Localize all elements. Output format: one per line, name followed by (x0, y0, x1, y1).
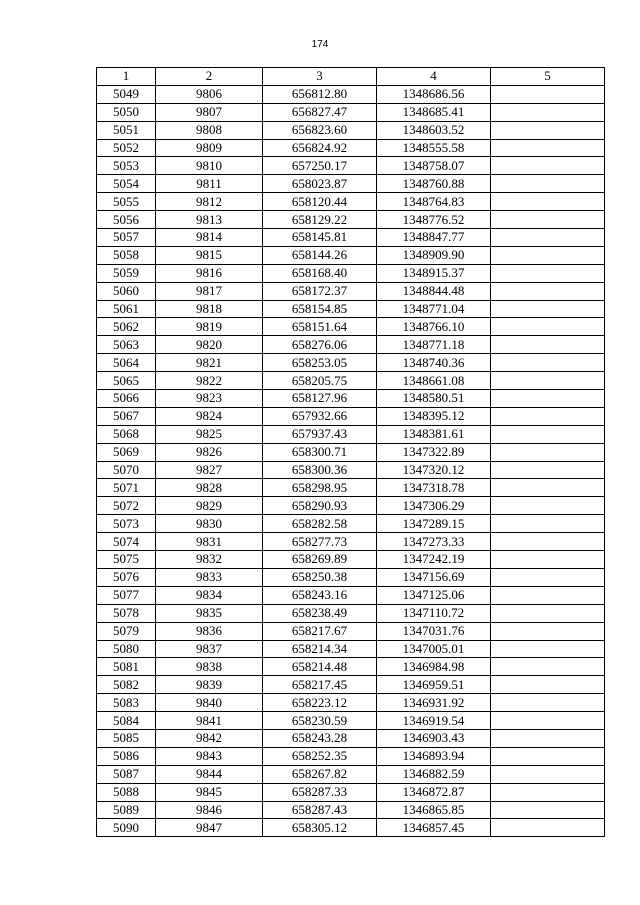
x-coordinate-cell: 658023.87 (263, 175, 377, 193)
table-row (97, 103, 605, 121)
y-coordinate-cell: 1348555.58 (377, 139, 491, 157)
row-index-cell: 5050 (97, 103, 156, 121)
row-index-cell: 5078 (97, 604, 156, 622)
table-row (97, 372, 605, 390)
point-number-cell: 9833 (156, 568, 263, 586)
x-coordinate-cell: 658305.12 (263, 819, 377, 837)
x-coordinate-cell: 658243.16 (263, 586, 377, 604)
point-number-cell: 9806 (156, 85, 263, 103)
y-coordinate-cell: 1347031.76 (377, 622, 491, 640)
note-cell (491, 85, 605, 103)
point-number-cell: 9823 (156, 390, 263, 408)
note-cell (491, 461, 605, 479)
row-index-cell: 5061 (97, 300, 156, 318)
x-coordinate-cell: 658205.75 (263, 372, 377, 390)
row-index-cell: 5059 (97, 264, 156, 282)
table-row (97, 712, 605, 730)
table-row (97, 479, 605, 497)
point-number-cell: 9826 (156, 443, 263, 461)
table-row (97, 568, 605, 586)
point-number-cell: 9837 (156, 640, 263, 658)
y-coordinate-cell: 1346872.87 (377, 783, 491, 801)
x-coordinate-cell: 658252.35 (263, 747, 377, 765)
point-number-cell: 9813 (156, 211, 263, 229)
y-coordinate-cell: 1347110.72 (377, 604, 491, 622)
row-index-cell: 5066 (97, 390, 156, 408)
table-row (97, 211, 605, 229)
x-coordinate-cell: 658300.36 (263, 461, 377, 479)
y-coordinate-cell: 1348909.90 (377, 246, 491, 264)
note-cell (491, 783, 605, 801)
note-cell (491, 264, 605, 282)
row-index-cell: 5072 (97, 497, 156, 515)
table-row (97, 497, 605, 515)
x-coordinate-cell: 658250.38 (263, 568, 377, 586)
x-coordinate-cell: 658151.64 (263, 318, 377, 336)
y-coordinate-cell: 1348395.12 (377, 407, 491, 425)
x-coordinate-cell: 658217.45 (263, 676, 377, 694)
note-cell (491, 443, 605, 461)
y-coordinate-cell: 1347306.29 (377, 497, 491, 515)
row-index-cell: 5081 (97, 658, 156, 676)
point-number-cell: 9817 (156, 282, 263, 300)
table-row (97, 622, 605, 640)
x-coordinate-cell: 656824.92 (263, 139, 377, 157)
y-coordinate-cell: 1348580.51 (377, 390, 491, 408)
note-cell (491, 390, 605, 408)
note-cell (491, 819, 605, 837)
point-number-cell: 9814 (156, 229, 263, 247)
y-coordinate-cell: 1346984.98 (377, 658, 491, 676)
y-coordinate-cell: 1346893.94 (377, 747, 491, 765)
point-number-cell: 9843 (156, 747, 263, 765)
x-coordinate-cell: 657250.17 (263, 157, 377, 175)
table-row (97, 729, 605, 747)
row-index-cell: 5077 (97, 586, 156, 604)
table-row (97, 586, 605, 604)
point-number-cell: 9827 (156, 461, 263, 479)
note-cell (491, 622, 605, 640)
note-cell (491, 801, 605, 819)
y-coordinate-cell: 1348603.52 (377, 121, 491, 139)
y-coordinate-cell: 1347156.69 (377, 568, 491, 586)
x-coordinate-cell: 658154.85 (263, 300, 377, 318)
row-index-cell: 5060 (97, 282, 156, 300)
table-row (97, 157, 605, 175)
row-index-cell: 5070 (97, 461, 156, 479)
note-cell (491, 515, 605, 533)
row-index-cell: 5084 (97, 712, 156, 730)
y-coordinate-cell: 1348915.37 (377, 264, 491, 282)
note-cell (491, 729, 605, 747)
table-row (97, 551, 605, 569)
column-header: 2 (156, 68, 263, 86)
x-coordinate-cell: 658277.73 (263, 533, 377, 551)
row-index-cell: 5079 (97, 622, 156, 640)
table-row (97, 175, 605, 193)
row-index-cell: 5088 (97, 783, 156, 801)
y-coordinate-cell: 1346857.45 (377, 819, 491, 837)
row-index-cell: 5085 (97, 729, 156, 747)
y-coordinate-cell: 1348771.04 (377, 300, 491, 318)
row-index-cell: 5086 (97, 747, 156, 765)
page-number: 174 (311, 39, 329, 50)
table-row (97, 461, 605, 479)
table-row (97, 282, 605, 300)
note-cell (491, 175, 605, 193)
note-cell (491, 497, 605, 515)
x-coordinate-cell: 658230.59 (263, 712, 377, 730)
table-row (97, 765, 605, 783)
row-index-cell: 5087 (97, 765, 156, 783)
table-row (97, 336, 605, 354)
column-header: 4 (377, 68, 491, 86)
row-index-cell: 5056 (97, 211, 156, 229)
note-cell (491, 193, 605, 211)
table-row (97, 801, 605, 819)
table-row (97, 246, 605, 264)
y-coordinate-cell: 1347273.33 (377, 533, 491, 551)
y-coordinate-cell: 1348740.36 (377, 354, 491, 372)
note-cell (491, 336, 605, 354)
x-coordinate-cell: 658144.26 (263, 246, 377, 264)
note-cell (491, 479, 605, 497)
row-index-cell: 5089 (97, 801, 156, 819)
y-coordinate-cell: 1348844.48 (377, 282, 491, 300)
row-index-cell: 5082 (97, 676, 156, 694)
x-coordinate-cell: 657932.66 (263, 407, 377, 425)
point-number-cell: 9846 (156, 801, 263, 819)
point-number-cell: 9809 (156, 139, 263, 157)
y-coordinate-cell: 1347005.01 (377, 640, 491, 658)
y-coordinate-cell: 1347318.78 (377, 479, 491, 497)
x-coordinate-cell: 658214.48 (263, 658, 377, 676)
y-coordinate-cell: 1348686.56 (377, 85, 491, 103)
table-row (97, 193, 605, 211)
note-cell (491, 103, 605, 121)
note-cell (491, 712, 605, 730)
row-index-cell: 5083 (97, 694, 156, 712)
note-cell (491, 694, 605, 712)
point-number-cell: 9829 (156, 497, 263, 515)
table-row (97, 354, 605, 372)
row-index-cell: 5049 (97, 85, 156, 103)
table-row (97, 407, 605, 425)
x-coordinate-cell: 658172.37 (263, 282, 377, 300)
x-coordinate-cell: 658298.95 (263, 479, 377, 497)
row-index-cell: 5080 (97, 640, 156, 658)
point-number-cell: 9824 (156, 407, 263, 425)
y-coordinate-cell: 1346865.85 (377, 801, 491, 819)
row-index-cell: 5064 (97, 354, 156, 372)
x-coordinate-cell: 658267.82 (263, 765, 377, 783)
table-row (97, 658, 605, 676)
row-index-cell: 5075 (97, 551, 156, 569)
x-coordinate-cell: 658217.67 (263, 622, 377, 640)
y-coordinate-cell: 1348381.61 (377, 425, 491, 443)
y-coordinate-cell: 1348766.10 (377, 318, 491, 336)
x-coordinate-cell: 658243.28 (263, 729, 377, 747)
note-cell (491, 211, 605, 229)
point-number-cell: 9811 (156, 175, 263, 193)
point-number-cell: 9815 (156, 246, 263, 264)
table-row (97, 443, 605, 461)
row-index-cell: 5053 (97, 157, 156, 175)
x-coordinate-cell: 658145.81 (263, 229, 377, 247)
y-coordinate-cell: 1348758.07 (377, 157, 491, 175)
row-index-cell: 5063 (97, 336, 156, 354)
x-coordinate-cell: 656827.47 (263, 103, 377, 121)
note-cell (491, 425, 605, 443)
note-cell (491, 157, 605, 175)
x-coordinate-cell: 658223.12 (263, 694, 377, 712)
point-number-cell: 9831 (156, 533, 263, 551)
row-index-cell: 5052 (97, 139, 156, 157)
y-coordinate-cell: 1346959.51 (377, 676, 491, 694)
x-coordinate-cell: 656812.80 (263, 85, 377, 103)
note-cell (491, 551, 605, 569)
table-row (97, 819, 605, 837)
y-coordinate-cell: 1346903.43 (377, 729, 491, 747)
point-number-cell: 9832 (156, 551, 263, 569)
y-coordinate-cell: 1347125.06 (377, 586, 491, 604)
x-coordinate-cell: 658287.33 (263, 783, 377, 801)
row-index-cell: 5067 (97, 407, 156, 425)
table-row (97, 229, 605, 247)
row-index-cell: 5058 (97, 246, 156, 264)
point-number-cell: 9812 (156, 193, 263, 211)
table-header-row (97, 68, 605, 86)
y-coordinate-cell: 1347320.12 (377, 461, 491, 479)
table-row (97, 676, 605, 694)
row-index-cell: 5090 (97, 819, 156, 837)
table-row (97, 747, 605, 765)
x-coordinate-cell: 658276.06 (263, 336, 377, 354)
note-cell (491, 407, 605, 425)
table-row (97, 300, 605, 318)
point-number-cell: 9840 (156, 694, 263, 712)
x-coordinate-cell: 658168.40 (263, 264, 377, 282)
note-cell (491, 300, 605, 318)
point-number-cell: 9820 (156, 336, 263, 354)
x-coordinate-cell: 658129.22 (263, 211, 377, 229)
row-index-cell: 5074 (97, 533, 156, 551)
row-index-cell: 5062 (97, 318, 156, 336)
row-index-cell: 5069 (97, 443, 156, 461)
table-row (97, 694, 605, 712)
x-coordinate-cell: 658253.05 (263, 354, 377, 372)
note-cell (491, 372, 605, 390)
note-cell (491, 139, 605, 157)
table-row (97, 425, 605, 443)
point-number-cell: 9844 (156, 765, 263, 783)
row-index-cell: 5073 (97, 515, 156, 533)
row-index-cell: 5055 (97, 193, 156, 211)
note-cell (491, 658, 605, 676)
x-coordinate-cell: 658269.89 (263, 551, 377, 569)
x-coordinate-cell: 658238.49 (263, 604, 377, 622)
row-index-cell: 5057 (97, 229, 156, 247)
row-index-cell: 5071 (97, 479, 156, 497)
row-index-cell: 5051 (97, 121, 156, 139)
point-number-cell: 9819 (156, 318, 263, 336)
table-row (97, 533, 605, 551)
point-number-cell: 9838 (156, 658, 263, 676)
table-row (97, 264, 605, 282)
x-coordinate-cell: 658214.34 (263, 640, 377, 658)
column-header: 3 (263, 68, 377, 86)
x-coordinate-cell: 658300.71 (263, 443, 377, 461)
table-row (97, 604, 605, 622)
y-coordinate-cell: 1346882.59 (377, 765, 491, 783)
row-index-cell: 5068 (97, 425, 156, 443)
table-row (97, 515, 605, 533)
y-coordinate-cell: 1346931.92 (377, 694, 491, 712)
note-cell (491, 640, 605, 658)
y-coordinate-cell: 1348764.83 (377, 193, 491, 211)
point-number-cell: 9818 (156, 300, 263, 318)
y-coordinate-cell: 1347289.15 (377, 515, 491, 533)
note-cell (491, 747, 605, 765)
note-cell (491, 354, 605, 372)
y-coordinate-cell: 1346919.54 (377, 712, 491, 730)
note-cell (491, 121, 605, 139)
point-number-cell: 9825 (156, 425, 263, 443)
x-coordinate-cell: 658282.58 (263, 515, 377, 533)
point-number-cell: 9834 (156, 586, 263, 604)
row-index-cell: 5076 (97, 568, 156, 586)
point-number-cell: 9842 (156, 729, 263, 747)
table-row (97, 318, 605, 336)
note-cell (491, 533, 605, 551)
x-coordinate-cell: 658290.93 (263, 497, 377, 515)
table-row (97, 121, 605, 139)
row-index-cell: 5054 (97, 175, 156, 193)
table-row (97, 85, 605, 103)
note-cell (491, 568, 605, 586)
point-number-cell: 9807 (156, 103, 263, 121)
y-coordinate-cell: 1347242.19 (377, 551, 491, 569)
note-cell (491, 229, 605, 247)
point-number-cell: 9822 (156, 372, 263, 390)
x-coordinate-cell: 658287.43 (263, 801, 377, 819)
note-cell (491, 676, 605, 694)
y-coordinate-cell: 1348760.88 (377, 175, 491, 193)
y-coordinate-cell: 1348847.77 (377, 229, 491, 247)
note-cell (491, 765, 605, 783)
column-header: 1 (97, 68, 156, 86)
point-number-cell: 9808 (156, 121, 263, 139)
point-number-cell: 9835 (156, 604, 263, 622)
y-coordinate-cell: 1348661.08 (377, 372, 491, 390)
y-coordinate-cell: 1348685.41 (377, 103, 491, 121)
x-coordinate-cell: 658127.96 (263, 390, 377, 408)
point-number-cell: 9836 (156, 622, 263, 640)
table-row (97, 139, 605, 157)
table-row (97, 640, 605, 658)
point-number-cell: 9839 (156, 676, 263, 694)
y-coordinate-cell: 1348776.52 (377, 211, 491, 229)
x-coordinate-cell: 656823.60 (263, 121, 377, 139)
y-coordinate-cell: 1348771.18 (377, 336, 491, 354)
x-coordinate-cell: 657937.43 (263, 425, 377, 443)
table-row (97, 783, 605, 801)
note-cell (491, 604, 605, 622)
note-cell (491, 246, 605, 264)
point-number-cell: 9828 (156, 479, 263, 497)
coordinates-table (96, 67, 605, 837)
note-cell (491, 318, 605, 336)
point-number-cell: 9810 (156, 157, 263, 175)
y-coordinate-cell: 1347322.89 (377, 443, 491, 461)
point-number-cell: 9830 (156, 515, 263, 533)
point-number-cell: 9841 (156, 712, 263, 730)
note-cell (491, 282, 605, 300)
x-coordinate-cell: 658120.44 (263, 193, 377, 211)
point-number-cell: 9847 (156, 819, 263, 837)
point-number-cell: 9845 (156, 783, 263, 801)
table-row (97, 390, 605, 408)
point-number-cell: 9816 (156, 264, 263, 282)
point-number-cell: 9821 (156, 354, 263, 372)
table-body (97, 85, 605, 836)
column-header: 5 (491, 68, 605, 86)
row-index-cell: 5065 (97, 372, 156, 390)
note-cell (491, 586, 605, 604)
